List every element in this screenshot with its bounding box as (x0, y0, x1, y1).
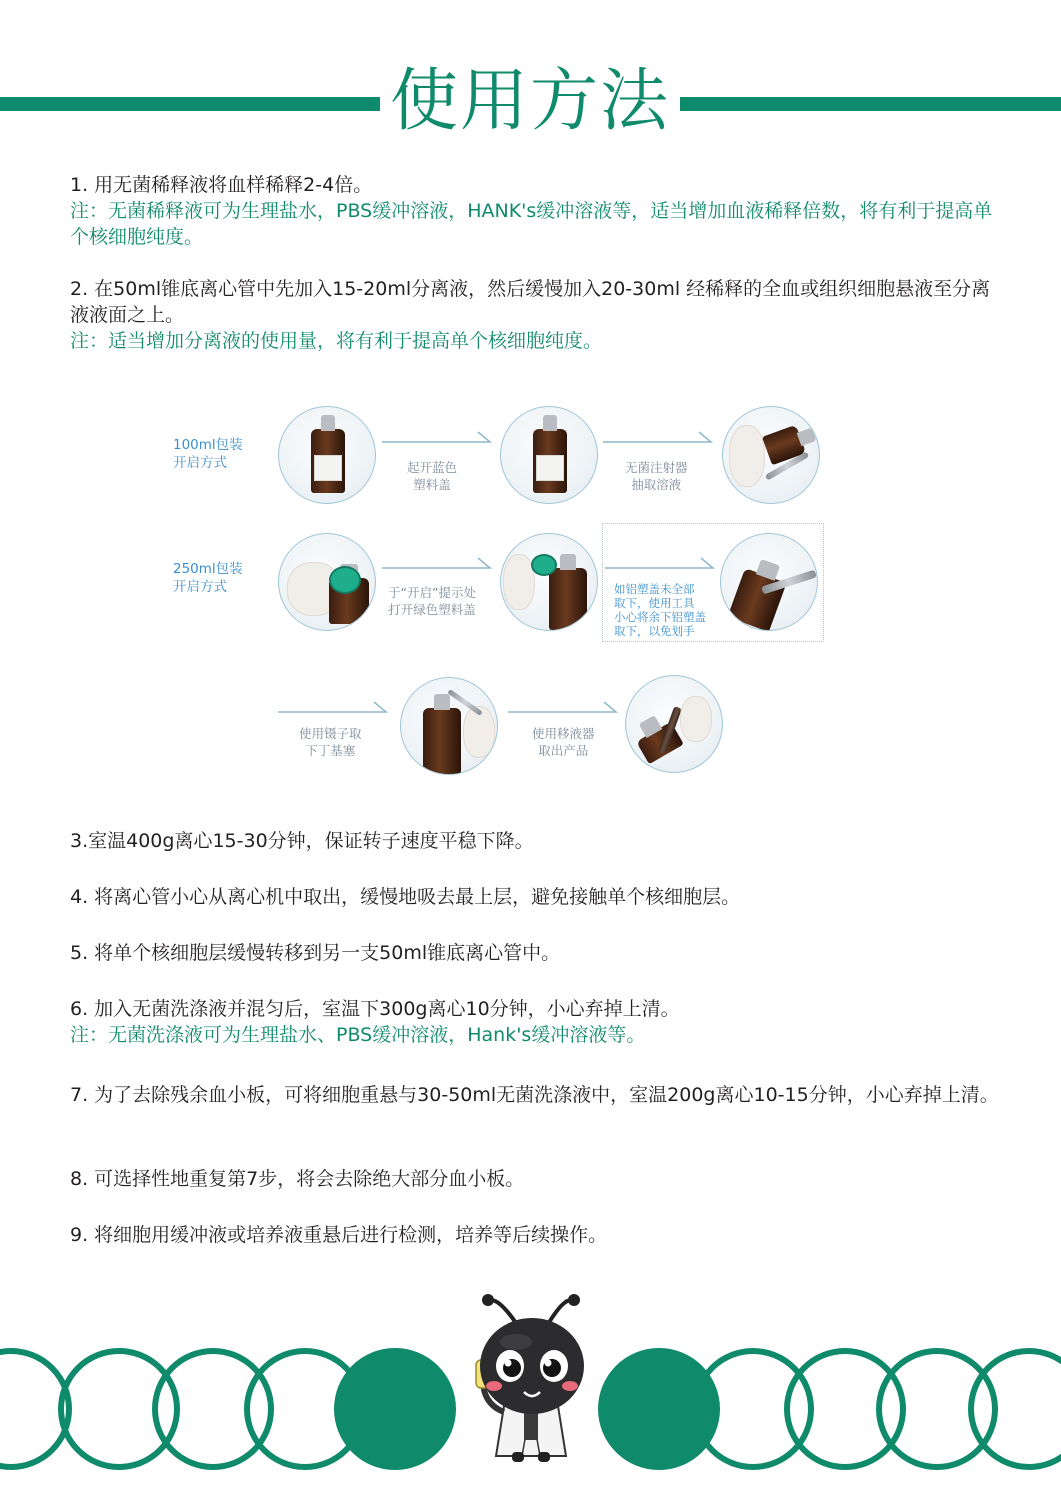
step-8: 8. 可选择性地重复第7步，将会去除绝大部分血小板。 (70, 1168, 525, 1190)
footer-ring (968, 1348, 1061, 1470)
arrow-icon (278, 700, 390, 720)
arrow-icon (508, 700, 620, 720)
step-1-note: 注：无菌稀释液可为生理盐水，PBS缓冲溶液，HANK's缓冲溶液等，适当增加血液稀释倍数，将有利于提高单个核细胞纯度。 (70, 200, 993, 248)
title-bar-left (0, 97, 380, 111)
arrow-icon (382, 556, 494, 576)
step-4: 4. 将离心管小心从离心机中取出，缓慢地吸去最上层，避免接触单个核细胞层。 (70, 886, 741, 908)
title-bar-right (680, 97, 1061, 111)
step-7: 7. 为了去除残余血小板，可将细胞重悬与30-50ml无菌洗涤液中，室温200g离心10-15分钟，小心弃掉上清。 (70, 1084, 999, 1106)
step-6-note: 注：无菌洗涤液可为生理盐水、PBS缓冲溶液，Hank's缓冲溶液等。 (70, 1024, 646, 1046)
step-label: 使用镊子取 下丁基塞 (299, 726, 362, 758)
photo-tweezers-stopper (400, 677, 498, 775)
photo-remove-aluminum-cap (720, 533, 818, 631)
step-1 (70, 172, 1000, 250)
step-1-text: 1. 用无菌稀释液将血样稀释2-4倍。 (70, 174, 373, 196)
page-title: 使用方法 (389, 62, 670, 141)
step-2 (70, 276, 1000, 354)
photo-100ml-bottle-open (500, 406, 598, 504)
photo-250ml-open-cap (500, 533, 598, 631)
photo-100ml-bottle (278, 406, 376, 504)
step-label: 使用移液器 取出产品 (532, 726, 595, 758)
step-label: 于“开启”提示处 打开绿色塑料盖 (388, 585, 476, 617)
footer-disk (334, 1348, 456, 1470)
ant-scientist-mascot-icon (466, 1288, 596, 1464)
arrow-icon (605, 556, 717, 576)
step-label: 无菌注射器 抽取溶液 (625, 460, 688, 492)
arrow-icon (382, 430, 494, 450)
step-2-note: 注：适当增加分离液的使用量，将有利于提高单个核细胞纯度。 (70, 330, 603, 352)
step-6 (70, 996, 1000, 1048)
step-3: 3.室温400g离心15-30分钟，保证转子速度平稳下降。 (70, 830, 534, 852)
photo-pipette-extract (625, 675, 723, 773)
photo-syringe-extract (722, 406, 820, 504)
tool-note-label: 如铝塑盖未全部 取下，使用工具 小心将余下铝塑盖 取下，以免划手 (614, 582, 706, 638)
row-250-label: 250ml包装 开启方式 (173, 561, 243, 595)
step-2-text: 2. 在50ml锥底离心管中先加入15-20ml分离液，然后缓慢加入20-30ml 经稀释的全血或组织细胞悬液至分离液液面之上。 (70, 278, 991, 326)
step-5: 5. 将单个核细胞层缓慢转移到另一支50ml锥底离心管中。 (70, 942, 561, 964)
step-label: 起开蓝色 塑料盖 (407, 460, 458, 492)
step-9: 9. 将细胞用缓冲液或培养液重悬后进行检测，培养等后续操作。 (70, 1224, 608, 1246)
row-100-label: 100ml包装 开启方式 (173, 437, 243, 471)
arrow-icon (603, 430, 715, 450)
step-6-text: 6. 加入无菌洗涤液并混匀后，室温下300g离心10分钟，小心弃掉上清。 (70, 998, 680, 1020)
photo-250ml-green-cap (278, 533, 376, 631)
